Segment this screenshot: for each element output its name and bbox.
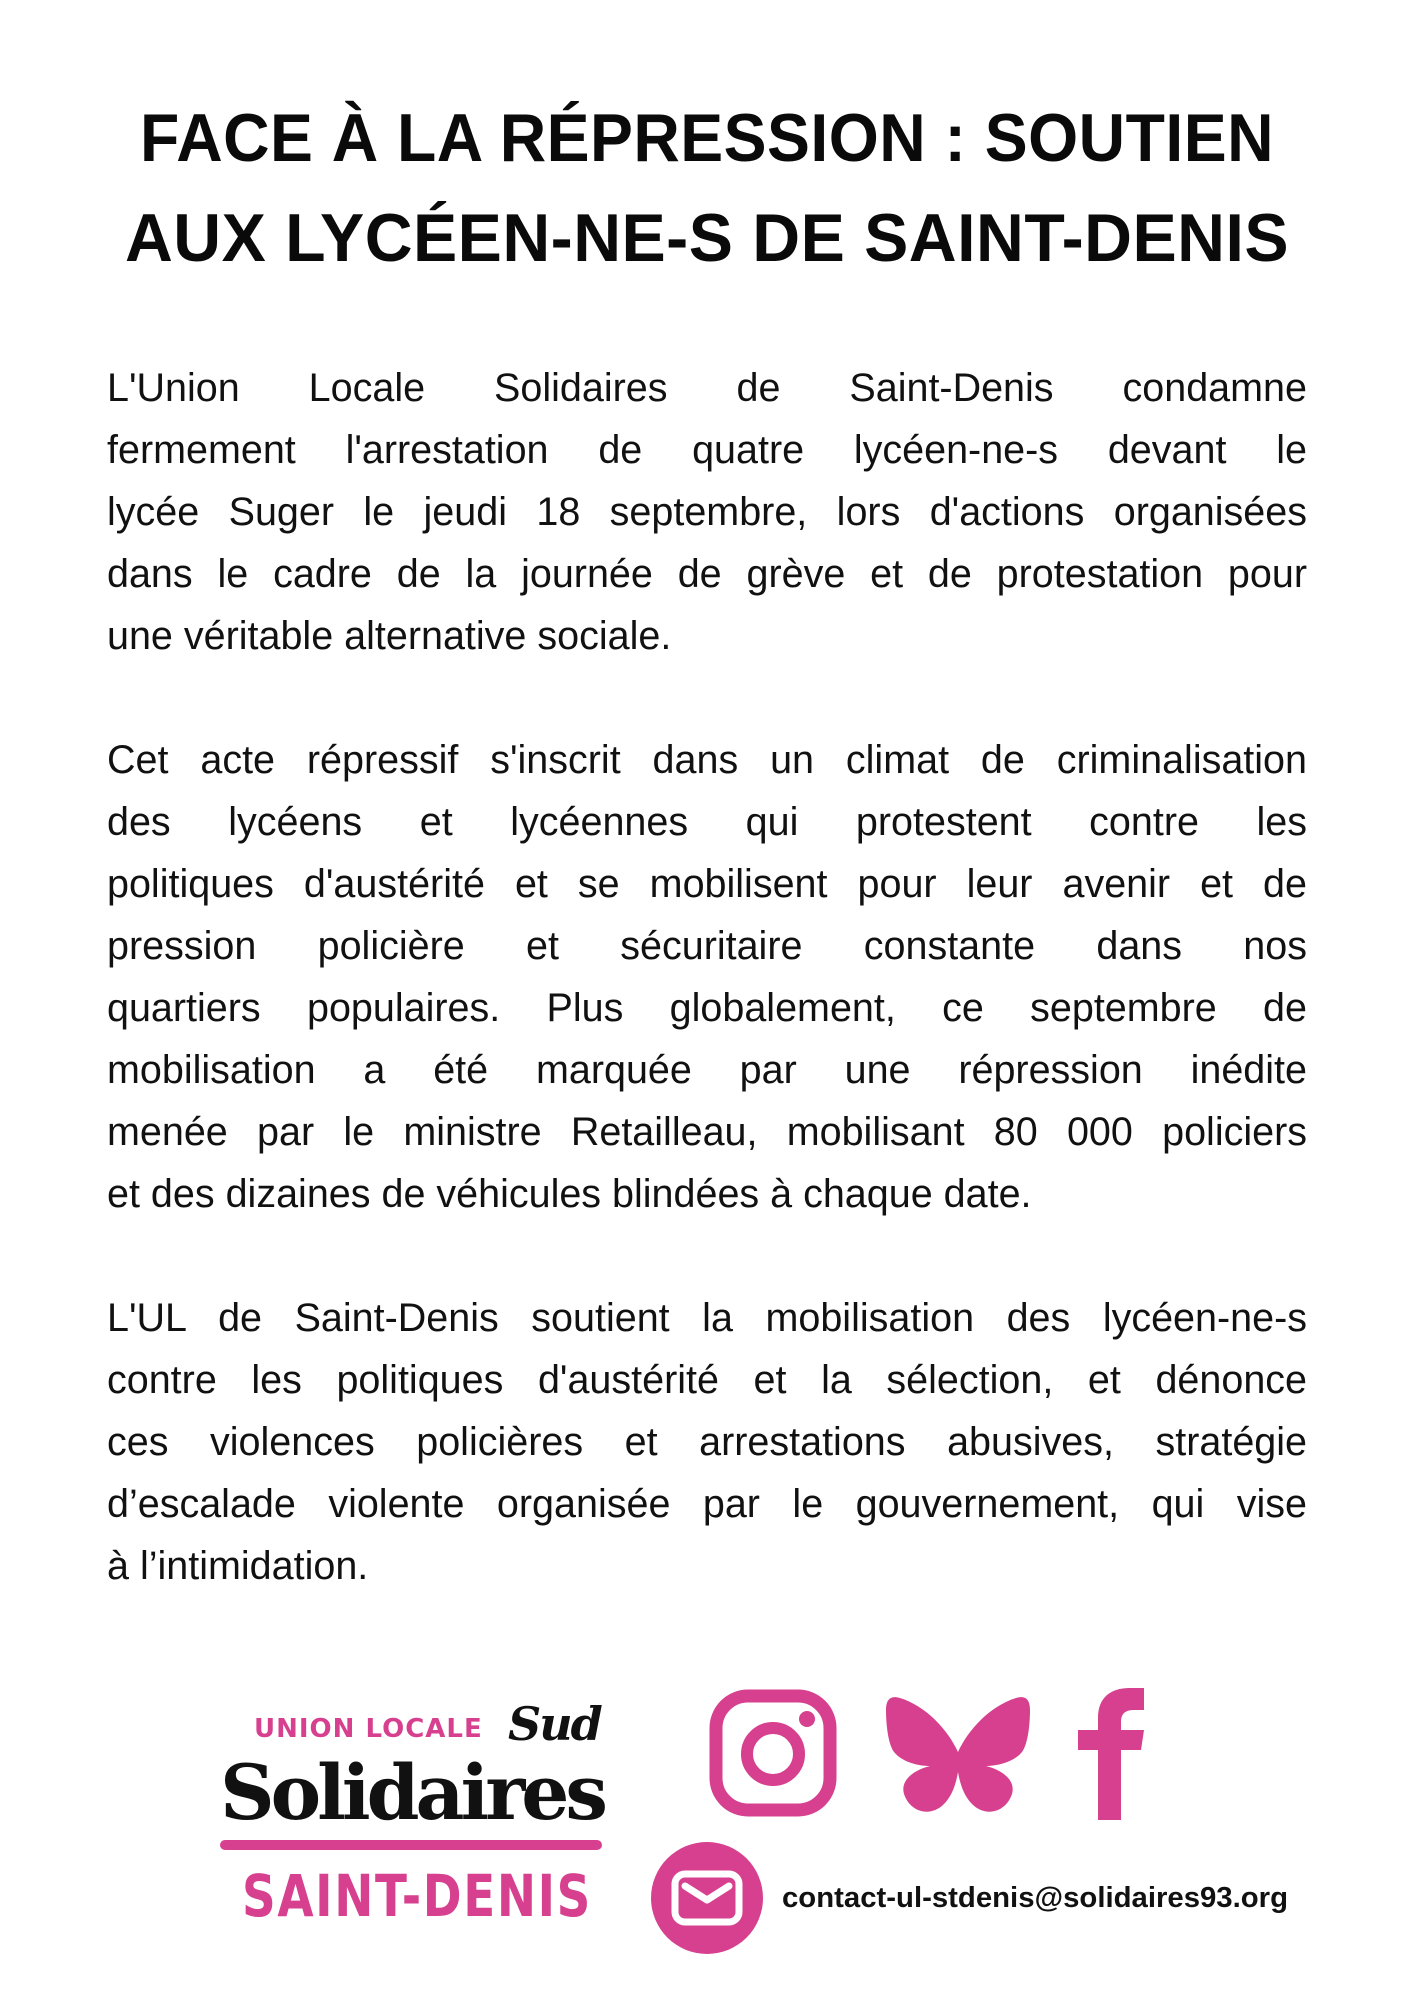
logo-bottom-row	[218, 1858, 618, 1934]
paragraph-line: à l’intimidation.	[107, 1544, 369, 1588]
solidaires-logo	[218, 1698, 618, 1948]
paragraph-line: pression policière et sécuritaire constante dans nos	[107, 924, 1307, 968]
paragraph-line: politiques d'austérité et se mobilisent pour leur avenir et de	[107, 862, 1307, 906]
paragraph-line: Cet acte répressif s'inscrit dans un climat de criminalisation	[107, 738, 1307, 782]
paragraph-line: une véritable alternative sociale.	[107, 614, 672, 658]
paragraph-2	[107, 729, 1307, 1225]
contact-email-link[interactable]: contact-ul-stdenis@solidaires93.org	[782, 1882, 1288, 1914]
logo-solidaires-text: Solidaires	[220, 1748, 604, 1837]
paragraph-3	[107, 1287, 1307, 1597]
paragraph-line: menée par le ministre Retailleau, mobilisant 80 000 policiers	[107, 1110, 1307, 1154]
paragraph-line: et des dizaines de véhicules blindées à chaque date.	[107, 1172, 1032, 1216]
instagram-icon[interactable]	[708, 1688, 838, 1818]
logo-saint-denis-text: SAINT-DENIS	[242, 1862, 592, 1930]
paragraph-line: ces violences policières et arrestations abusives, stratégie	[107, 1420, 1307, 1464]
logo-sud-text: Sud	[508, 1697, 601, 1751]
logo-union-locale-text: UNION LOCALE	[254, 1714, 483, 1744]
title-line-2: AUX LYCÉEN-NE-S DE SAINT-DENIS	[124, 200, 1289, 276]
mail-icon[interactable]	[651, 1842, 763, 1954]
page-title	[0, 88, 1414, 288]
title-line-1: FACE À LA RÉPRESSION : SOUTIEN	[139, 100, 1274, 176]
paragraph-line: fermement l'arrestation de quatre lycéen-ne-s devant le	[107, 428, 1307, 472]
bluesky-icon[interactable]	[886, 1694, 1030, 1818]
paragraph-line: L'UL de Saint-Denis soutient la mobilisation des lycéen-ne-s	[107, 1296, 1307, 1340]
paragraph-line: contre les politiques d'austérité et la sélection, et dénonce	[107, 1358, 1307, 1402]
paragraph-1	[107, 357, 1307, 667]
paragraph-line: mobilisation a été marquée par une répression inédite	[107, 1048, 1307, 1092]
paragraph-line: des lycéens et lycéennes qui protestent contre les	[107, 800, 1307, 844]
paragraph-line: quartiers populaires. Plus globalement, ce septembre de	[107, 986, 1307, 1030]
facebook-icon[interactable]	[1078, 1688, 1144, 1820]
paragraph-line: dans le cadre de la journée de grève et de protestation pour	[107, 552, 1307, 596]
logo-top-row	[218, 1698, 618, 1750]
paragraph-line: L'Union Locale Solidaires de Saint-Denis condamne	[107, 366, 1307, 410]
paragraph-line: d’escalade violente organisée par le gouvernement, qui vise	[107, 1482, 1307, 1526]
logo-underline-stroke	[220, 1840, 602, 1850]
paragraph-line: lycée Suger le jeudi 18 septembre, lors d'actions organisées	[107, 490, 1307, 534]
logo-main-row	[218, 1748, 618, 1837]
